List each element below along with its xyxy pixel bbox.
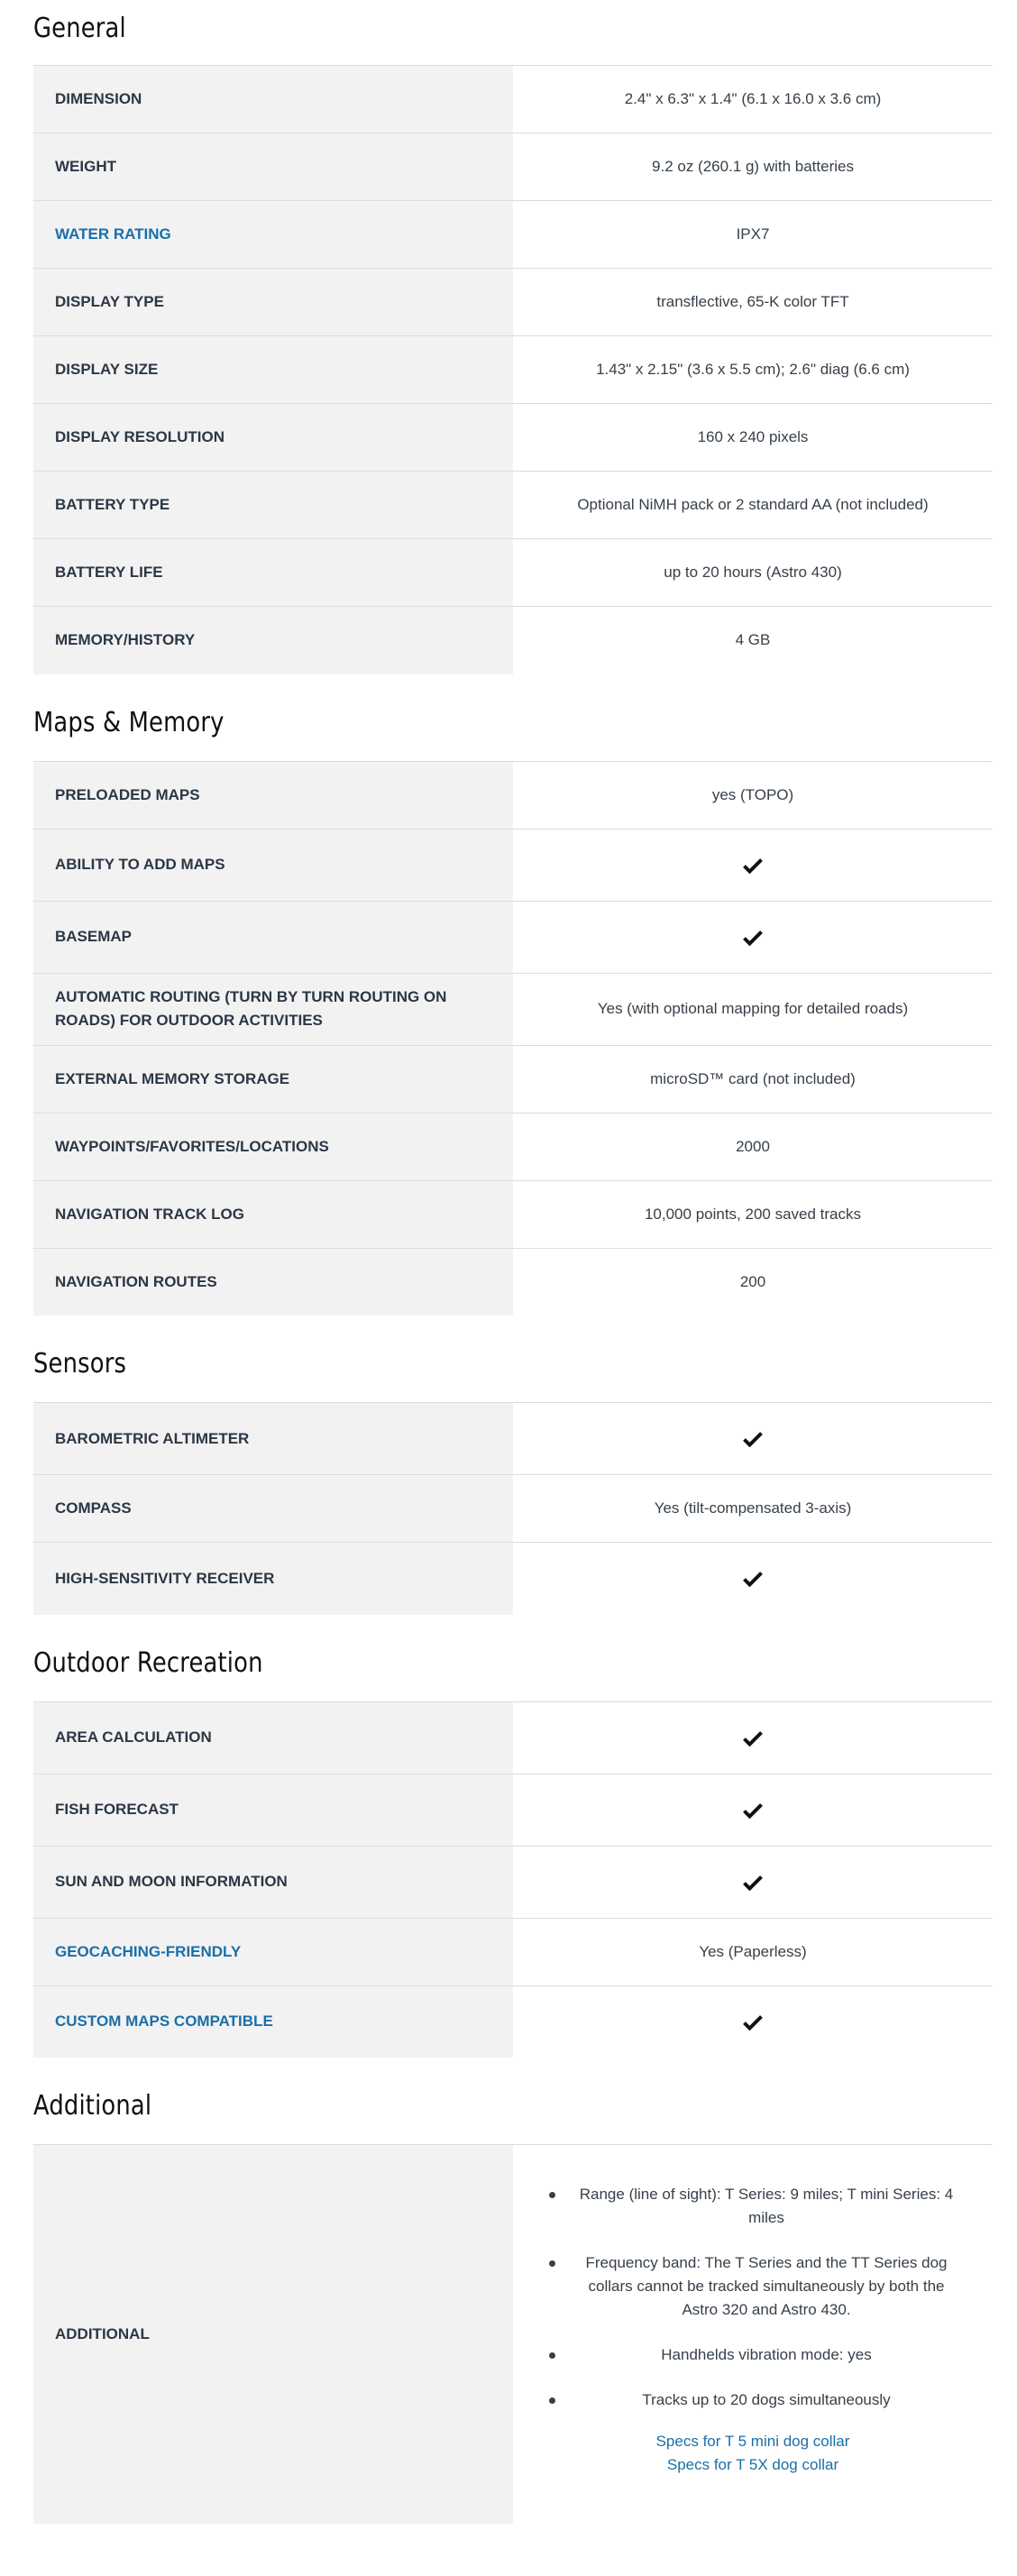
- spec-label: AREA CALCULATION: [33, 1701, 513, 1774]
- spec-label: BATTERY TYPE: [33, 472, 513, 539]
- spec-value-check: [513, 1701, 993, 1774]
- check-icon: [743, 930, 763, 946]
- spec-label: BASEMAP: [33, 901, 513, 973]
- spec-label: EXTERNAL MEMORY STORAGE: [33, 1045, 513, 1113]
- spec-value-check: [513, 901, 993, 973]
- spec-label: ABILITY TO ADD MAPS: [33, 829, 513, 901]
- spec-row-geocaching-friendly: [33, 1918, 993, 1985]
- spec-value: IPX7: [513, 201, 993, 269]
- spec-label: SUN AND MOON INFORMATION: [33, 1846, 513, 1918]
- spec-label: PRELOADED MAPS: [33, 761, 513, 829]
- bullet-icon: [549, 2192, 555, 2198]
- spec-value-check: [513, 829, 993, 901]
- spec-value: 160 x 240 pixels: [513, 404, 993, 472]
- spec-row-navigation-track-log: [33, 1180, 993, 1248]
- bullet-icon: [549, 2352, 555, 2359]
- list-item: Tracks up to 20 dogs simultaneously: [545, 2388, 960, 2412]
- spec-row-display-type: [33, 269, 993, 336]
- spec-label: AUTOMATIC ROUTING (TURN BY TURN ROUTING ON ROADS) FOR OUTDOOR ACTIVITIES: [33, 973, 513, 1045]
- spec-value: Yes (with optional mapping for detailed roads): [513, 973, 993, 1045]
- spec-row-additional: [33, 2145, 993, 2524]
- spec-label: NAVIGATION TRACK LOG: [33, 1180, 513, 1248]
- spec-value-check: [513, 1985, 993, 2058]
- section-title-maps-memory: Maps & Memory: [33, 706, 224, 738]
- spec-row-water-rating: [33, 201, 993, 269]
- bullet-icon: [549, 2397, 555, 2404]
- spec-value-check: [513, 1774, 993, 1846]
- spec-row-memory-history: [33, 607, 993, 674]
- section-title-sensors: Sensors: [33, 1348, 127, 1380]
- spec-table-additional: [33, 2144, 993, 2524]
- spec-value: Yes (Paperless): [513, 1918, 993, 1985]
- spec-label: ADDITIONAL: [33, 2145, 513, 2524]
- spec-value: yes (TOPO): [513, 761, 993, 829]
- spec-label: DISPLAY SIZE: [33, 336, 513, 404]
- spec-value: 9.2 oz (260.1 g) with batteries: [513, 133, 993, 201]
- spec-label: DISPLAY TYPE: [33, 269, 513, 336]
- spec-value: 10,000 points, 200 saved tracks: [513, 1180, 993, 1248]
- spec-value: 4 GB: [735, 631, 771, 649]
- link-t5x-specs[interactable]: Specs for T 5X dog collar: [666, 2456, 839, 2473]
- spec-table-sensors: [33, 1402, 993, 1615]
- spec-value: 2.4" x 6.3" x 1.4" (6.1 x 16.0 x 3.6 cm): [513, 66, 993, 133]
- spec-value: Yes (tilt-compensated 3-axis): [513, 1475, 993, 1543]
- check-icon: [743, 1730, 763, 1746]
- spec-value: 200: [739, 1272, 766, 1290]
- spec-row-high-sensitivity-receiver: [33, 1543, 993, 1615]
- spec-value: 2000: [513, 1113, 993, 1180]
- spec-label-link[interactable]: WATER RATING: [33, 201, 513, 269]
- spec-row-navigation-routes: [33, 1248, 993, 1316]
- spec-label: BAROMETRIC ALTIMETER: [33, 1403, 513, 1475]
- bullet-icon: [549, 2260, 555, 2267]
- check-icon: [743, 1875, 763, 1891]
- spec-value: transflective, 65-K color TFT: [513, 269, 993, 336]
- spec-label: WAYPOINTS/FAVORITES/LOCATIONS: [33, 1113, 513, 1180]
- spec-table-outdoor-recreation: [33, 1701, 993, 2058]
- spec-row-dimension: [33, 66, 993, 133]
- list-item: Frequency band: The T Series and the TT Series dog collars cannot be tracked simultaneously by both the Astro 320 and Astro 430.: [545, 2251, 960, 2322]
- spec-value: microSD™ card (not included): [513, 1045, 993, 1113]
- spec-row-display-resolution: [33, 404, 993, 472]
- spec-label: FISH FORECAST: [33, 1774, 513, 1846]
- spec-label-link[interactable]: GEOCACHING-FRIENDLY: [33, 1918, 513, 1985]
- spec-row-battery-type: [33, 472, 993, 539]
- spec-value-check: [513, 1543, 993, 1615]
- spec-row-compass: [33, 1475, 993, 1543]
- spec-row-battery-life: [33, 539, 993, 607]
- spec-label-link[interactable]: CUSTOM MAPS COMPATIBLE: [33, 1985, 513, 2058]
- spec-label: COMPASS: [33, 1475, 513, 1543]
- list-item: Range (line of sight): T Series: 9 miles; T mini Series: 4 miles: [545, 2183, 960, 2230]
- list-item: Handhelds vibration mode: yes: [545, 2343, 960, 2367]
- spec-row-sun-and-moon-information: [33, 1846, 993, 1918]
- check-icon: [743, 1571, 763, 1587]
- spec-table-general: [33, 65, 993, 674]
- spec-label: WEIGHT: [33, 133, 513, 201]
- check-icon: [743, 1431, 763, 1447]
- spec-value-check: [513, 1403, 993, 1475]
- spec-label: DIMENSION: [33, 66, 513, 133]
- link-t5-mini-specs[interactable]: Specs for T 5 mini dog collar: [655, 2433, 850, 2450]
- spec-value: [513, 2145, 993, 2524]
- spec-row-preloaded-maps: [33, 761, 993, 829]
- spec-row-weight: [33, 133, 993, 201]
- section-title-additional: Additional: [33, 2090, 152, 2122]
- spec-row-waypoints-favorites-locations: [33, 1113, 993, 1180]
- spec-row-display-size: [33, 336, 993, 404]
- spec-label: NAVIGATION ROUTES: [33, 1248, 513, 1316]
- spec-row-custom-maps-compatible: [33, 1985, 993, 2058]
- spec-value: Optional NiMH pack or 2 standard AA (not included): [513, 472, 993, 539]
- check-icon: [743, 857, 763, 874]
- spec-row-automatic-routing-turn-by-turn-routing-on-roads-for-outdoor-activities: [33, 973, 993, 1045]
- spec-row-basemap: [33, 901, 993, 973]
- spec-row-external-memory-storage: [33, 1045, 993, 1113]
- spec-label: HIGH-SENSITIVITY RECEIVER: [33, 1543, 513, 1615]
- spec-row-ability-to-add-maps: [33, 829, 993, 901]
- spec-label: BATTERY LIFE: [33, 539, 513, 607]
- check-icon: [743, 2014, 763, 2031]
- spec-table-maps-memory: [33, 761, 993, 1316]
- spec-row-area-calculation: [33, 1701, 993, 1774]
- spec-value-check: [513, 1846, 993, 1918]
- spec-label: DISPLAY RESOLUTION: [33, 404, 513, 472]
- spec-row-barometric-altimeter: [33, 1403, 993, 1475]
- check-icon: [743, 1802, 763, 1819]
- section-title-general: General: [33, 13, 126, 44]
- spec-value: up to 20 hours (Astro 430): [513, 539, 993, 607]
- additional-list: [545, 2183, 960, 2412]
- spec-label: MEMORY/HISTORY: [33, 607, 513, 674]
- section-title-outdoor-recreation: Outdoor Recreation: [33, 1646, 263, 1679]
- spec-row-fish-forecast: [33, 1774, 993, 1846]
- spec-value: 1.43" x 2.15" (3.6 x 5.5 cm); 2.6" diag (6.6 cm): [513, 336, 993, 404]
